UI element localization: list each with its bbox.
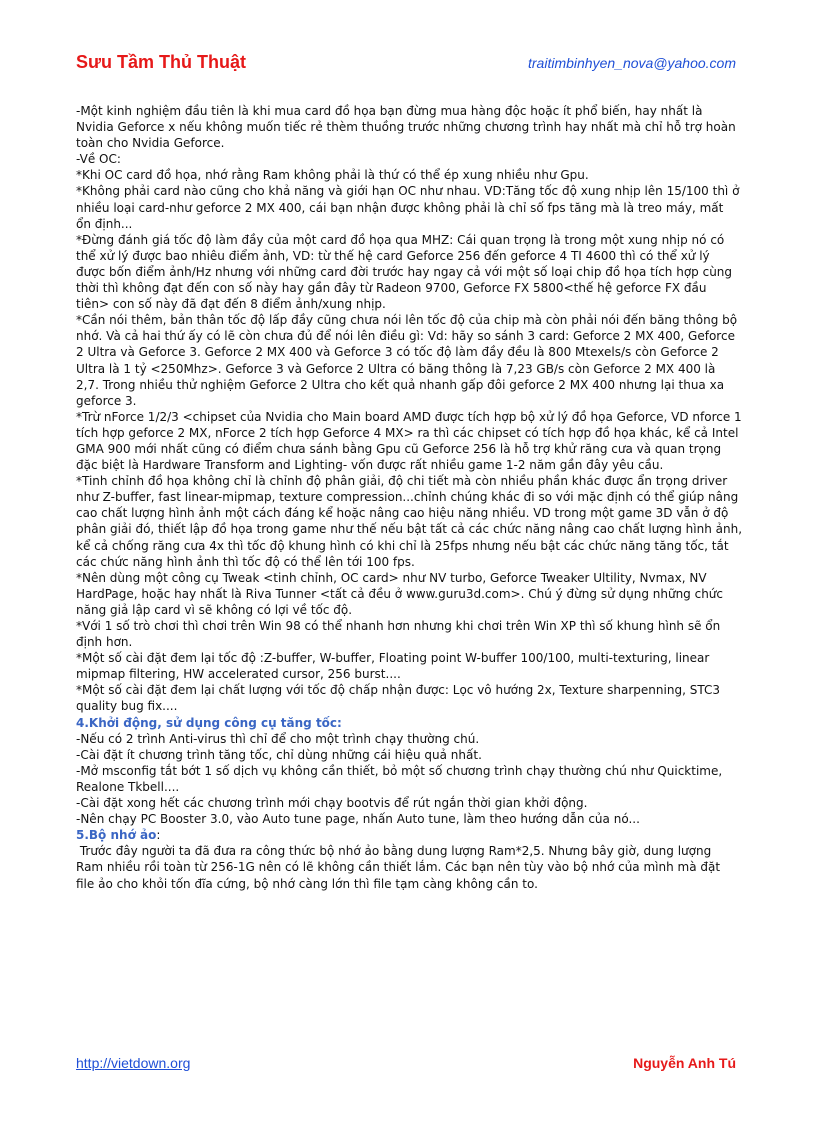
header-title: Sưu Tầm Thủ Thuật xyxy=(76,52,247,72)
footer-author: Nguyễn Anh Tú xyxy=(633,1055,736,1071)
paragraph: -Cài đặt ít chương trình tăng tốc, chỉ dùng những cái hiệu quả nhất. xyxy=(76,747,482,762)
paragraph: -Cài đặt xong hết các chương trình mới chạy bootvis để rút ngắn thời gian khởi động. xyxy=(76,796,588,811)
document-body xyxy=(76,103,742,892)
paragraph: *Cần nói thêm, bản thân tốc độ lấp đầy cũng chưa nói lên tốc độ của chip mà còn phải nói đến băng thông bộ nhớ. Và cả hai thứ ấy có lẽ còn chưa đủ để nói lên điều gì: Vd: hãy so sánh 3 card: Geforce 2 MX 400, Geforce 2 Ultra và Geforce 3. Geforce 2 MX 400 và Geforce 3 có tốc độ làm đầy đều là 800 Mtexels/s còn Geforce 2 Ultra là 1 tỷ <250Mhz>. Geforce 3 và Geforce 2 Ultra có băng thông là 7,23 GB/s còn Geforce 2 MX 400 là 2,7. Trong nhiều thử nghiệm Geforce 2 Ultra cho kết quả nhanh gấp đôi geforce 2 MX 400 nhưng lại thua xa geforce 3. xyxy=(76,313,738,408)
section-heading-5 xyxy=(76,827,742,843)
paragraph: Trước đây người ta đã đưa ra công thức bộ nhớ ảo bằng dung lượng Ram*2,5. Nhưng bây giờ, dung lượng Ram nhiều rồi toàn từ 256-1G nên có lẽ không cần thiết lắm. Các bạn nên tùy vào bộ nhớ của mình mà đặt file ảo cho khỏi tốn đĩa cứng, bộ nhớ càng lớn thì file tạm càng không cần to. xyxy=(76,844,724,891)
paragraph: *Không phải card nào cũng cho khả năng và giới hạn OC như nhau. VD:Tăng tốc độ xung nhịp lên 15/100 thì ở nhiều loại card-như geforce 2 MX 400, cái bạn nhận được không phải là chỉ số fps tăng mà là treo máy, mất ổn định... xyxy=(76,184,740,231)
paragraph: *Một số cài đặt đem lại chất lượng với tốc độ chấp nhận được: Lọc vô hướng 2x, Texture sharpenning, STC3 quality bug fix.... xyxy=(76,683,720,714)
paragraph: *Trừ nForce 1/2/3 <chipset của Nvidia cho Main board AMD được tích hợp bộ xử lý đồ họa Geforce, VD nforce 1 tích hợp geforce 2 MX, nForce 2 tích hợp Geforce 4 MX> ra thì các chipset có tích hợp đồ họa khác, kể cả Intel GMA 900 mới nhất cũng có điểm chưa sánh bằng Gpu cũ Geforce 256 là hỗ trợ khử răng cưa và quan trọng đặc biệt là Hardware Transform and Lighting- vốn được rất nhiều game 1-2 năm gần đây yêu cầu. xyxy=(76,409,742,473)
paragraph: -Nên chạy PC Booster 3.0, vào Auto tune page, nhấn Auto tune, làm theo hướng dẫn của nó... xyxy=(76,812,640,827)
paragraph: *Đừng đánh giá tốc độ làm đầy của một card đồ họa qua MHZ: Cái quan trọng là trong một xung nhịp nó có thể xử lý được bao nhiêu điểm ảnh, VD: từ thế hệ card Geforce 256 đến geforce 4 TI 4600 thì có thể xử lý được bốn điểm ảnh/Hz nhưng với những card đời trước hay ngay cả với một số loại chip đồ họa tích hợp cùng thời thì không đạt đến con số này hay gần đây từ Radeon 9700, Geforce FX 5800<thế hệ geforce FX đầu tiên> con số này đã đạt đến 8 điểm ảnh/xung nhịp. xyxy=(76,232,733,312)
paragraph: *Một số cài đặt đem lại tốc độ :Z-buffer, W-buffer, Floating point W-buffer 100/100, multi-texturing, linear mipmap filtering, HW accelerated cursor, 256 burst.... xyxy=(76,651,710,682)
paragraph: *Tinh chỉnh đồ họa không chỉ là chỉnh độ phân giải, độ chi tiết mà còn nhiều phần khác được ẩn trọng driver như Z-buffer, fast linear-mipmap, texture compression...chỉnh chúng khác đi so với mặc định có thể giúp nâng cao chất lượng hình ảnh một cách đáng kể hoặc nâng cao hiệu năng nhiều. VD trong một game 3D vẫn ở độ phân giải đó, thiết lập đồ họa trong game như thế nếu bật tất cả các chức năng nâng cao chất lượng hình ảnh, kể cả chống răng cưa 4x thì tốc độ khung hình có khi chỉ là 25fps nhưng nếu bật các chức năng tăng tốc, tắt các chức năng hình ảnh thì tốc độ có thể lên tới 100 fps. xyxy=(76,474,743,569)
paragraph: *Nên dùng một công cụ Tweak <tinh chỉnh, OC card> như NV turbo, Geforce Tweaker Ultility, Nvmax, NV HardPage, hoặc hay nhất là Riva Tunner <tất cả đều ở www.guru3d.com>. Chú ý đừng sử dụng những chức năng giả lập card vì sẽ không có lợi về tốc độ. xyxy=(76,570,724,617)
header-email: traitimbinhyen_nova@yahoo.com xyxy=(528,55,736,71)
paragraph: -Mở msconfig tắt bớt 1 số dịch vụ không cần thiết, bỏ một số chương trình chạy thường chú như Quicktime, Realone Tkbell.... xyxy=(76,763,723,794)
footer-link[interactable]: http://vietdown.org xyxy=(76,1055,191,1071)
section-heading-5-text: 5.Bộ nhớ ảo xyxy=(76,828,157,843)
page-header xyxy=(76,52,738,78)
paragraph: -Về OC: xyxy=(76,152,121,167)
heading-colon: : xyxy=(156,828,161,843)
paragraph: -Nếu có 2 trình Anti-virus thì chỉ để cho một trình chạy thường chú. xyxy=(76,731,480,746)
page-footer xyxy=(76,1055,738,1073)
section-heading-4: 4.Khởi động, sử dụng công cụ tăng tốc: xyxy=(76,715,342,730)
paragraph: -Một kinh nghiệm đầu tiên là khi mua card đồ họa bạn đừng mua hàng độc hoặc ít phổ biến, hay nhất là Nvidia Geforce x nếu không muốn tiếc rẻ thèm thuồng trước những chương trình hay nhất mà chỉ hỗ trợ hoàn toàn cho Nvidia Geforce. xyxy=(76,104,736,151)
paragraph: *Khi OC card đồ họa, nhớ rằng Ram không phải là thứ có thể ép xung nhiều như Gpu. xyxy=(76,168,589,183)
paragraph: *Với 1 số trò chơi thì chơi trên Win 98 có thể nhanh hơn nhưng khi chơi trên Win XP thì số khung hình sẽ ổn định hơn. xyxy=(76,619,721,650)
